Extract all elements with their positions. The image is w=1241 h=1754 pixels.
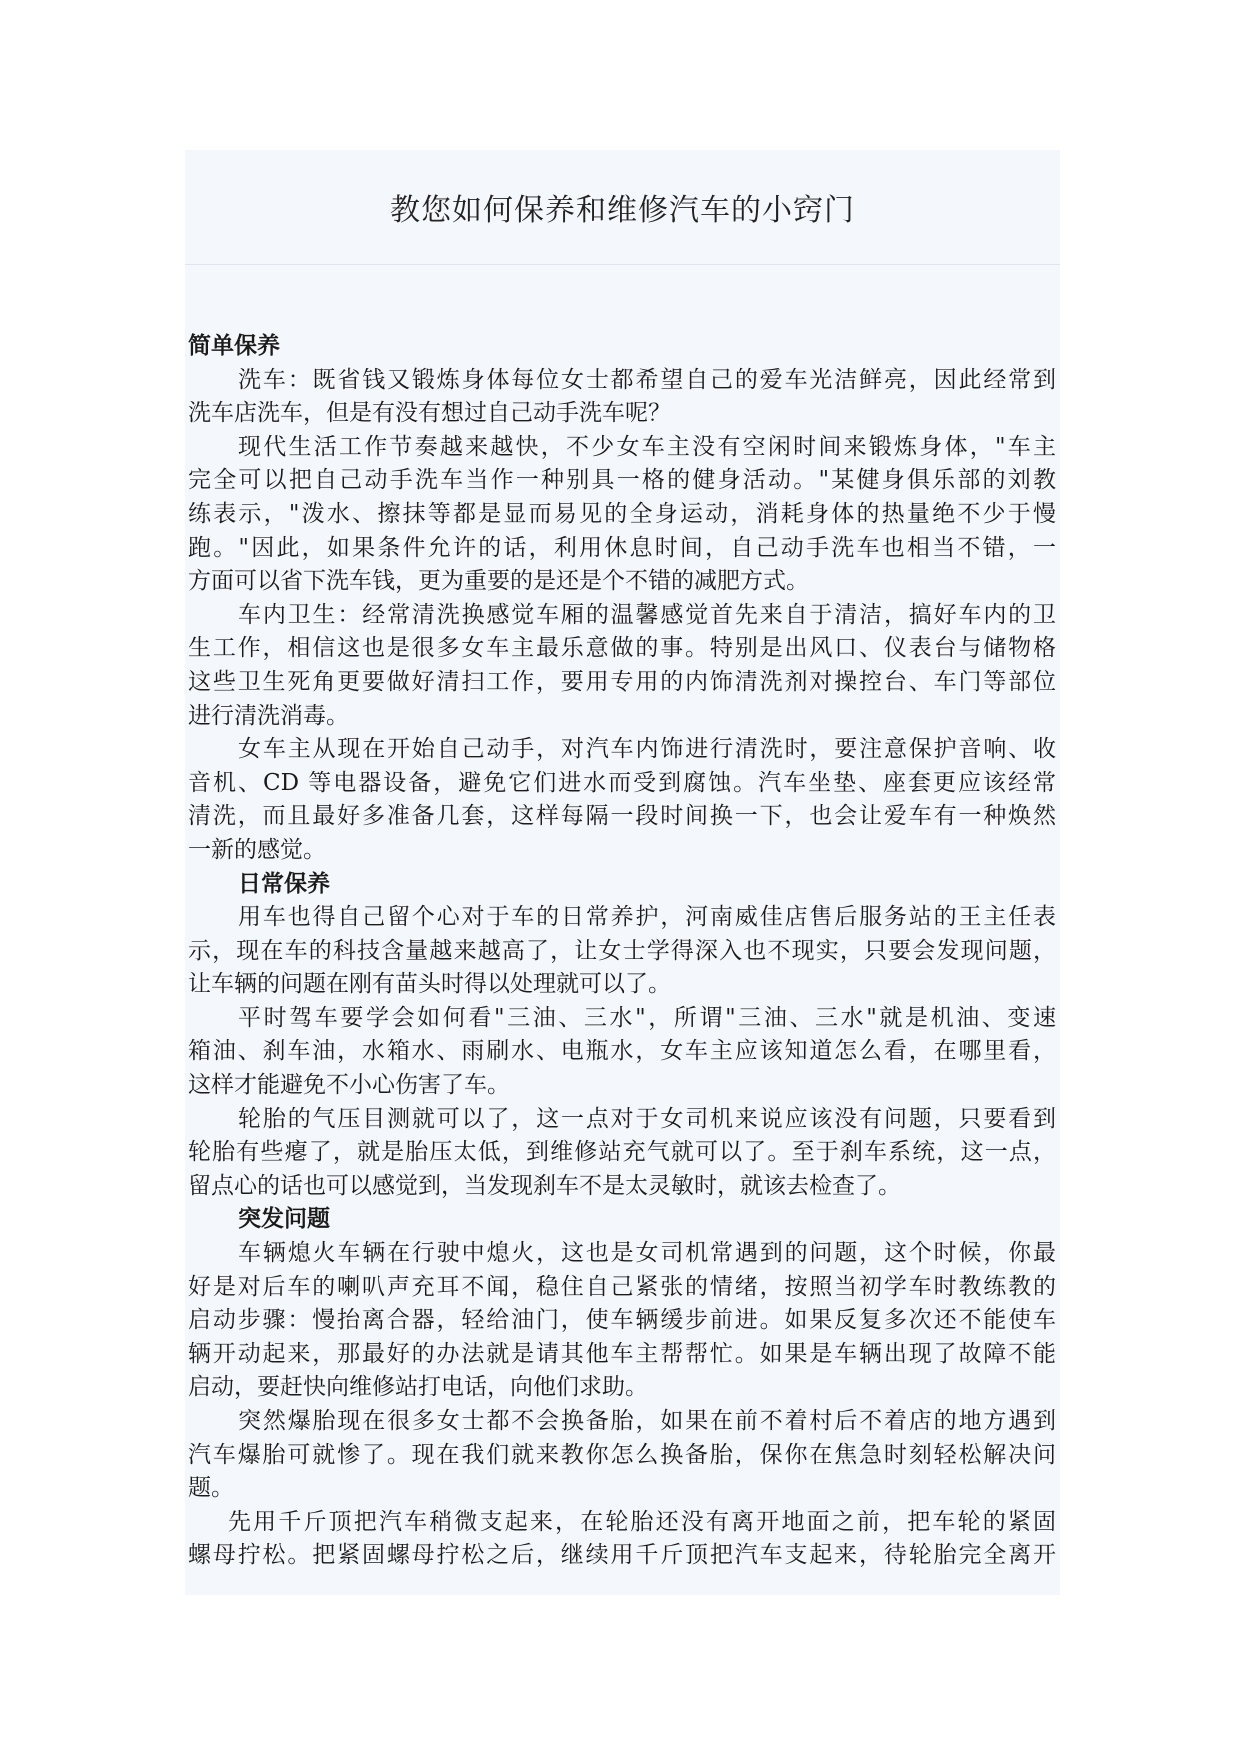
body-text-line: 车内卫生：经常清洗换感觉车厢的温馨感觉首先来自于清洁，搞好车内的卫 — [238, 601, 1056, 628]
body-text-line: 平时驾车要学会如何看"三油、三水"，所谓"三油、三水"就是机油、变速 — [238, 1004, 1056, 1031]
document-page — [185, 150, 1060, 1595]
body-text-line: 启动，要赶快向维修站打电话，向他们求助。 — [188, 1374, 648, 1401]
section-heading: 日常保养 — [238, 870, 330, 897]
body-text-line: 让车辆的问题在刚有苗头时得以处理就可以了。 — [188, 971, 671, 998]
body-text-line: 突然爆胎现在很多女士都不会换备胎，如果在前不着村后不着店的地方遇到 — [238, 1408, 1056, 1434]
body-text-line: 辆开动起来，那最好的办法就是请其他车主帮帮忙。如果是车辆出现了故障不能 — [188, 1340, 1056, 1367]
body-text-line: 车辆熄火车辆在行驶中熄火，这也是女司机常遇到的问题，这个时候，你最 — [238, 1240, 1056, 1267]
body-text-line: 螺母拧松。把紧固螺母拧松之后，继续用千斤顶把汽车支起来，待轮胎完全离开 — [188, 1542, 1056, 1569]
body-text-line: 洗车店洗车，但是有没有想过自己动手洗车呢？ — [188, 400, 671, 427]
body-text-line: 箱油、刹车油，水箱水、雨刷水、电瓶水，女车主应该知道怎么看，在哪里看， — [188, 1038, 1056, 1065]
body-text-line: 完全可以把自己动手洗车当作一种别具一格的健身活动。"某健身俱乐部的刘教 — [188, 467, 1056, 494]
body-text-line: 洗车：既省钱又锻炼身体每位女士都希望自己的爱车光洁鲜亮，因此经常到 — [238, 366, 1056, 393]
body-text-line: 留点心的话也可以感觉到，当发现刹车不是太灵敏时，就该去检查了。 — [188, 1172, 901, 1199]
body-text-line: 轮胎的气压目测就可以了，这一点对于女司机来说应该没有问题，只要看到 — [238, 1105, 1056, 1132]
body-text-line: 清洗，而且最好多准备几套，这样每隔一段时间换一下，也会让爱车有一种焕然 — [188, 803, 1056, 830]
body-text-line: 女车主从现在开始自己动手，对汽车内饰进行清洗时，要注意保护音响、收 — [238, 736, 1056, 763]
body-text-line: 这些卫生死角更要做好清扫工作，要用专用的内饰清洗剂对操控台、车门等部位 — [188, 668, 1056, 695]
body-text-line: 现代生活工作节奏越来越快，不少女车主没有空闲时间来锻炼身体，"车主 — [238, 433, 1056, 460]
page-title: 教您如何保养和维修汽车的小窍门 — [390, 193, 855, 228]
body-text-line: 生工作，相信这也是很多女车主最乐意做的事。特别是出风口、仪表台与储物格 — [188, 635, 1056, 662]
body-text-line: 练表示，"泼水、擦抹等都是显而易见的全身运动，消耗身体的热量绝不少于慢 — [188, 500, 1056, 527]
body-text-line: 这样才能避免不小心伤害了车。 — [188, 1072, 510, 1099]
body-text-line: 轮胎有些瘪了，就是胎压太低，到维修站充气就可以了。至于刹车系统，这一点， — [188, 1139, 1056, 1166]
body-text-line: 好是对后车的喇叭声充耳不闻，稳住自己紧张的情绪，按照当初学车时教练教的 — [188, 1273, 1056, 1300]
body-text-line: 用车也得自己留个心对于车的日常养护，河南威佳店售后服务站的王主任表 — [238, 904, 1056, 931]
body-text-line: 先用千斤顶把汽车稍微支起来，在轮胎还没有离开地面之前，把车轮的紧固 — [228, 1508, 1056, 1535]
body-text-line: 题。 — [188, 1475, 234, 1502]
title-band — [185, 150, 1060, 265]
body-text-line: 跑。"因此，如果条件允许的话，利用休息时间，自己动手洗车也相当不错，一 — [188, 534, 1056, 561]
document-body — [188, 330, 1056, 1573]
section-heading: 简单保养 — [188, 333, 280, 359]
body-text-line: 汽车爆胎可就惨了。现在我们就来教你怎么换备胎，保你在焦急时刻轻松解决问 — [188, 1441, 1056, 1468]
body-text-line: 启动步骤：慢抬离合器，轻给油门，使车辆缓步前进。如果反复多次还不能使车 — [188, 1307, 1056, 1334]
body-text-line: 示，现在车的科技含量越来越高了，让女士学得深入也不现实，只要会发现问题， — [188, 937, 1056, 964]
body-text-line: 音机、CD 等电器设备，避免它们进水而受到腐蚀。汽车坐垫、座套更应该经常 — [188, 769, 1056, 796]
section-heading: 突发问题 — [238, 1206, 330, 1233]
body-text-line: 一新的感觉。 — [188, 836, 326, 863]
body-text-line: 进行清洗消毒。 — [188, 702, 349, 729]
body-text-line: 方面可以省下洗车钱，更为重要的是还是个不错的减肥方式。 — [188, 568, 809, 595]
